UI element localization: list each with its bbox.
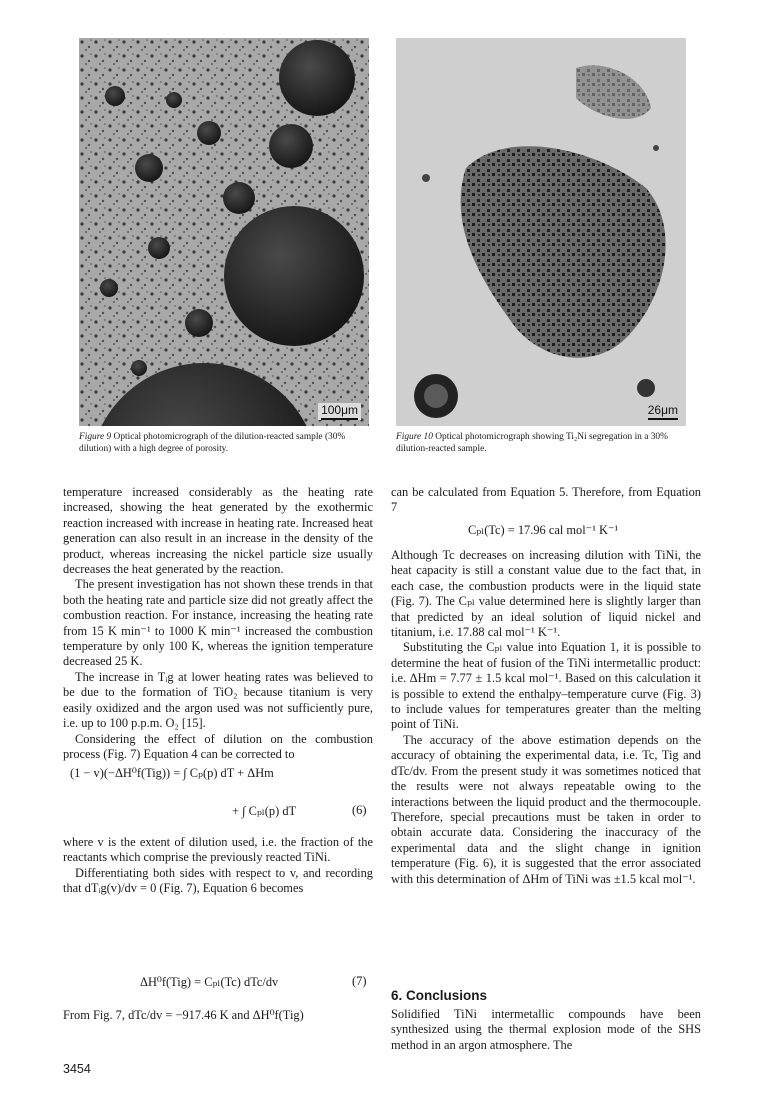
paragraph: temperature increased considerably as the heating rate increased, showing the heat generated by the exothermic reaction increased with increase in heating rate. Increased heat generation can also result in an increase in the density of the product, whereas increasing the nickel particle size usually decreases the heat generated by the reaction. xyxy=(63,485,373,577)
figure-9-image xyxy=(79,38,369,426)
equation-6-number: (6) xyxy=(352,803,367,817)
figure-10-caption-text: Optical photomicrograph showing Ti₂Ni segregation in a 30% dilution-reacted sample. xyxy=(396,432,668,454)
paragraph: From Fig. 7, dTc/dv = −917.46 K and ΔH⁰f(Tig) xyxy=(63,1008,304,1022)
paragraph: The accuracy of the above estimation depends on the accuracy of obtaining the experimental data, i.e. Tc, Tig and dTc/dv. From the present study it was sometimes noticed that the results were not always repeatable owing to the interactions between the liquid product and the thermocouple. Therefore, special precautions must be taken in order to obtain accurate data. Considering the inaccuracy of the experimental data and the slight change in ignition temperature (Fig. 6), it is suggested that the error associated with this determination of ΔHm of TiNi was ±1.5 kcal mol⁻¹. xyxy=(391,732,701,886)
page-number: 3454 xyxy=(63,1062,91,1076)
equation-7: ΔH⁰f(Tig) = Cₚₗ(Tc) dTc/dv xyxy=(140,975,279,989)
section-heading: 6. Conclusions xyxy=(391,988,488,1003)
paragraph: where v is the extent of dilution used, i.e. the fraction of the reactants which comprise the previously reacted TiNi. xyxy=(63,835,373,865)
left-column-top xyxy=(63,485,373,762)
equation-7-number: (7) xyxy=(352,974,367,988)
right-column-bottom xyxy=(391,1007,701,1053)
equation-8: Cₚₗ(Tc) = 17.96 cal mol⁻¹ K⁻¹ xyxy=(468,523,619,537)
figure-9-caption-text: Optical photomicrograph of the dilution-reacted sample (30% dilution) with a high degree of porosity. xyxy=(79,432,346,454)
left-column-bottom xyxy=(63,1008,373,1023)
figure-10-label: Figure 10 xyxy=(396,432,433,442)
figure-10-scale-bar xyxy=(648,403,678,420)
paragraph: Differentiating both sides with respect to v, and recording that dTᵢg(v)/dv = 0 (Fig. 7), Equation 6 becomes xyxy=(63,865,373,896)
figure-9-scale-label: 100μm xyxy=(321,403,358,417)
right-column-middle xyxy=(391,548,701,887)
paragraph: Substituting the Cₚₗ value into Equation 1, it is possible to determine the heat of fusion of the TiNi intermetallic product: i.e. ΔHm = 7.77 ± 1.5 kcal mol⁻¹. Based on this calculation it is possible to extend the enthalpy–temperature curve (Fig. 3) to include values for temperatures greater than the melting point of TiNi. xyxy=(391,640,701,732)
figure-9-scale-bar xyxy=(318,403,361,420)
paragraph: Solidified TiNi intermetallic compounds have been synthesized using the thermal explosion mode of the SHS method in an argon atmosphere. The xyxy=(391,1007,701,1052)
paragraph: can be calculated from Equation 5. Therefore, from Equation 7 xyxy=(391,485,701,515)
equation-6-line-1: (1 − v)(−ΔH⁰f(Tig)) = ∫ Cₚ(p) dT + ΔHm xyxy=(70,766,274,780)
paragraph: Although Tc decreases on increasing dilution with TiNi, the heat capacity is still a constant value due to the fact that, in each case, the combustion products were in the liquid state (Fig. 7). The Cₚₗ value determined here is slightly larger than that predicted by an ideal solution of liquid nickel and titanium, i.e. 17.88 cal mol⁻¹ K⁻¹. xyxy=(391,548,701,640)
figure-9-caption xyxy=(79,431,371,455)
equation-6-line-2: + ∫ Cₚₗ(p) dT xyxy=(232,804,297,818)
paragraph: Considering the effect of dilution on the combustion process (Fig. 7) Equation 4 can be corrected to xyxy=(63,731,373,761)
figure-9-label: Figure 9 xyxy=(79,432,112,442)
paragraph: The present investigation has not shown these trends in that both the heating rate and particle size did not greatly affect the combustion reaction. For instance, increasing the heating rate from 15 K min⁻¹ to 1000 K min⁻¹ increased the combustion temperature by only 100 K, whereas the ignition temperature decreased 25 K. xyxy=(63,577,373,669)
right-column-top xyxy=(391,485,701,516)
paragraph: The increase in Tᵢg at lower heating rates was believed to be due to the formation of TiO₂ because titanium is very easily oxidized and the argon used was not sufficiently pure, i.e. up to 100 p.p.m. O₂ [15]. xyxy=(63,669,373,731)
figure-10-scale-label: 26μm xyxy=(647,403,678,417)
left-column-middle xyxy=(63,835,373,897)
figure-10-caption xyxy=(396,431,688,455)
figure-10-image xyxy=(396,38,686,426)
